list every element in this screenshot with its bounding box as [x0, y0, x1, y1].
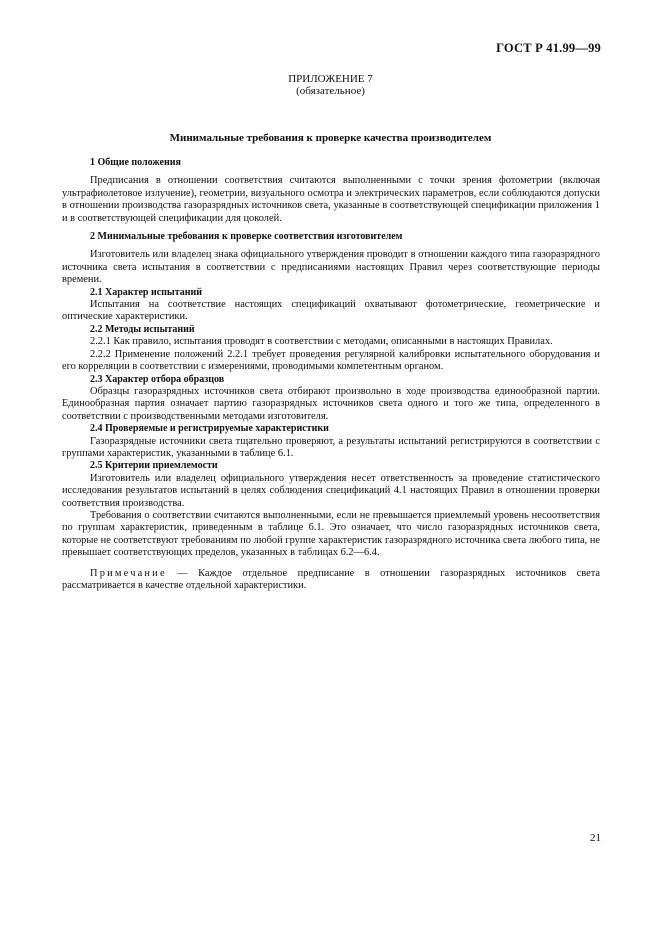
section-2-heading: 2 Минимальные требования к проверке соответствия изготовителем [90, 231, 403, 243]
section-2-3-text: Образцы газоразрядных источников света отбирают произвольно в ходе производства единообразной партии. Единообразная партия означает партию газоразрядных источников света одного и того же типа, определенного в соответствии с производственными методами изготовителя. [62, 385, 600, 422]
note-lead: Примечание [90, 567, 167, 579]
section-2-4-text: Газоразрядные источники света тщательно проверяют, а результаты испытаний регистрируются в соответствии с группами характеристик, указанными в таблице 6.1. [62, 435, 600, 459]
note [62, 568, 600, 593]
note-text: — Каждое отдельное предписание в отношении газоразрядных источников света рассматривается в качестве отдельной характеристики. [62, 567, 600, 591]
section-2-2-heading: 2.2 Методы испытаний [90, 323, 195, 335]
section-2-1-heading: 2.1 Характер испытаний [90, 286, 203, 298]
page-number: 21 [590, 832, 601, 844]
section-2-2-2-text: 2.2.2 Применение положений 2.2.1 требует проведения регулярной калибровки испытательного оборудования и его корреляции в соответствии с измерениями, проводимыми компетентным органом. [62, 348, 600, 373]
section-1-paragraph: Предписания в отношении соответствия считаются выполненными с точки зрения фотометрии (включая ультрафиолетовое излучение), геометрии, визуального осмотра и электрических параметров, если соблюдаются допуски в отношении производства газоразрядных источников света, указанные в соответствующей спецификации приложения 1 и в соответствующей спецификации для цоколей. [62, 175, 600, 224]
document-code: ГОСТ Р 41.99—99 [496, 41, 601, 55]
appendix-heading [0, 74, 661, 97]
section-2-3-heading: 2.3 Характер отбора образцов [90, 373, 225, 385]
section-2-5-text-1: Изготовитель или владелец официального утверждения несет ответственность за проведение статистического исследования результатов испытаний в целях соблюдения спецификаций 4.1 настоящих Правил в отношении проверки соответствия производства. [62, 472, 600, 509]
section-2-intro: Изготовитель или владелец знака официального утверждения проводит в отношении каждого типа газоразрядного источника света испытания в соответствии с предписаниями настоящих Правил через соответствующие периоды времени. [62, 249, 600, 286]
document-body [62, 157, 600, 592]
section-2-2-1-text: 2.2.1 Как правило, испытания проводят в соответствии с методами, описанными в настоящих Правилах. [90, 336, 553, 348]
main-title: Минимальные требования к проверке качества производителем [169, 132, 492, 144]
section-2-5-heading: 2.5 Критерии приемлемости [90, 460, 218, 472]
section-2-1-text: Испытания на соответствие настоящих спецификаций охватывают фотометрические, геометрические и оптические характеристики. [62, 299, 600, 323]
appendix-title: ПРИЛОЖЕНИЕ 7 [288, 73, 373, 85]
appendix-subtitle: (обязательное) [296, 84, 365, 97]
section-2-4-heading: 2.4 Проверяемые и регистрируемые характеристики [90, 423, 329, 435]
section-1-heading: 1 Общие положения [90, 157, 181, 168]
section-2-5-text-2: Требования о соответствии считаются выполненными, если не превышается приемлемый уровень несоответствия по группам характеристик, приведенным в таблице 6.1. Это означает, что число газоразрядных источников света, которые не соответствуют требованиям по любой группе характеристик газоразрядного источника света любого типа, не превышает соответствующих пределов, указанных в таблицах 6.2—6.4. [62, 509, 600, 559]
